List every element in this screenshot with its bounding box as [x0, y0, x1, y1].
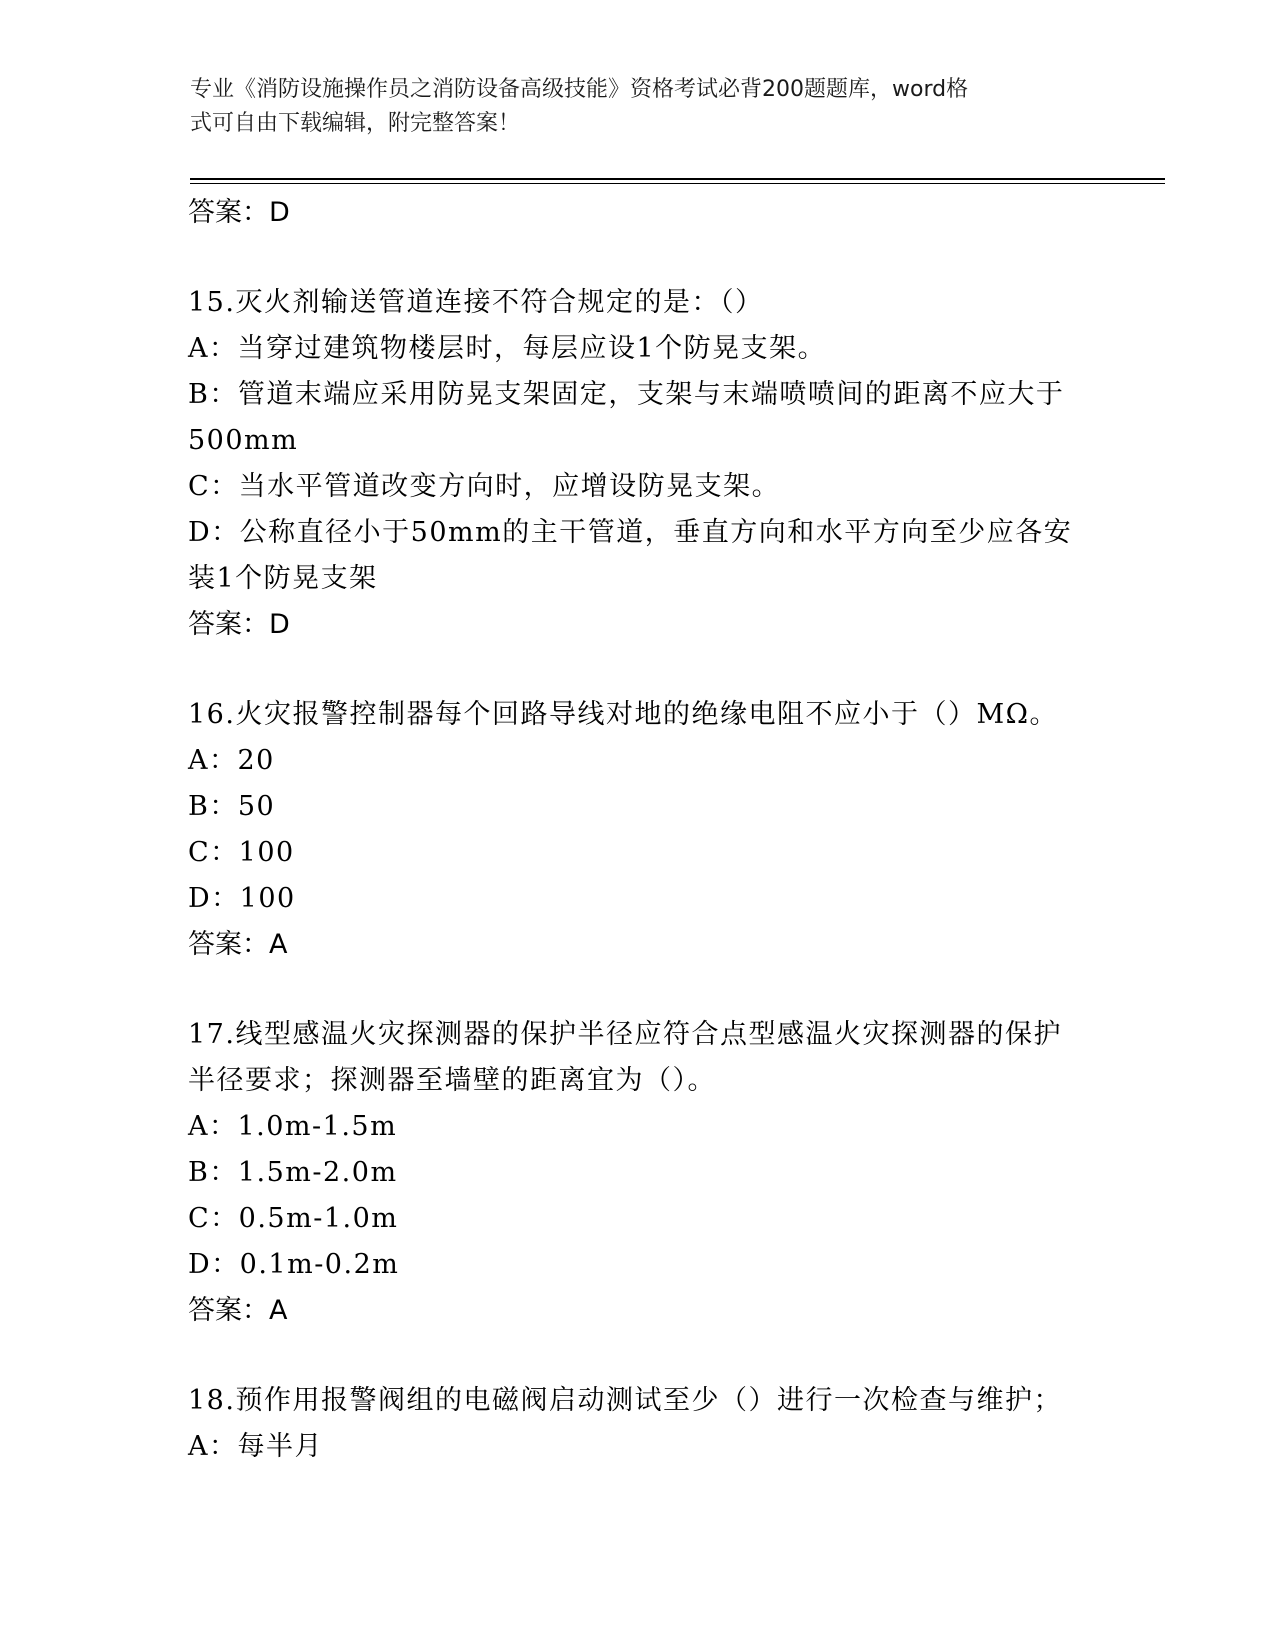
option-b: B：管道末端应采用防晃支架固定，支架与末端喷喷间的距离不应大于 — [188, 379, 1065, 410]
option-b: B：1.5m-2.0m — [188, 1157, 398, 1188]
option-d: D：100 — [188, 883, 296, 914]
header-divider-thick — [190, 178, 1165, 180]
header-divider-thin — [190, 183, 1165, 184]
question-18 — [188, 1378, 1088, 1470]
question-list — [188, 190, 1088, 1470]
option-a: A：当穿过建筑物楼层时，每层应设1个防晃支架。 — [188, 333, 827, 364]
question-text-continued: 半径要求；探测器至墙壁的距离宜为（）。 — [188, 1065, 716, 1096]
question-text: 18.预作用报警阀组的电磁阀启动测试至少（）进行一次检查与维护； — [188, 1385, 1062, 1416]
answer-line: 答案：D — [188, 609, 290, 640]
document-header — [190, 73, 1070, 141]
answer-line: 答案：A — [188, 1295, 288, 1326]
option-b-continued: 500mm — [188, 425, 299, 456]
question-text: 15.灭火剂输送管道连接不符合规定的是：（） — [188, 287, 764, 318]
question-text: 16.火灾报警控制器每个回路导线对地的绝缘电阻不应小于（）MΩ。 — [188, 699, 1058, 730]
option-c: C：当水平管道改变方向时，应增设防晃支架。 — [188, 471, 781, 502]
question-17 — [188, 1012, 1088, 1334]
option-a: A：1.0m-1.5m — [188, 1111, 398, 1142]
header-line-1: 专业《消防设施操作员之消防设备高级技能》资格考试必背200题题库，word格 — [190, 77, 969, 102]
option-d-continued: 装1个防晃支架 — [188, 563, 378, 594]
option-d: D：0.1m-0.2m — [188, 1249, 400, 1280]
answer-line: 答案：D — [188, 197, 290, 228]
answer-line: 答案：A — [188, 929, 288, 960]
option-c: C：0.5m-1.0m — [188, 1203, 399, 1234]
question-16 — [188, 692, 1088, 968]
question-text: 17.线型感温火灾探测器的保护半径应符合点型感温火灾探测器的保护 — [188, 1019, 1062, 1050]
header-line-2: 式可自由下载编辑，附完整答案！ — [190, 111, 521, 136]
option-a: A：20 — [188, 745, 275, 776]
option-b: B：50 — [188, 791, 276, 822]
option-c: C：100 — [188, 837, 295, 868]
option-a: A：每半月 — [188, 1431, 323, 1462]
option-d: D：公称直径小于50mm的主干管道，垂直方向和水平方向至少应各安 — [188, 517, 1073, 548]
question-15 — [188, 280, 1088, 648]
